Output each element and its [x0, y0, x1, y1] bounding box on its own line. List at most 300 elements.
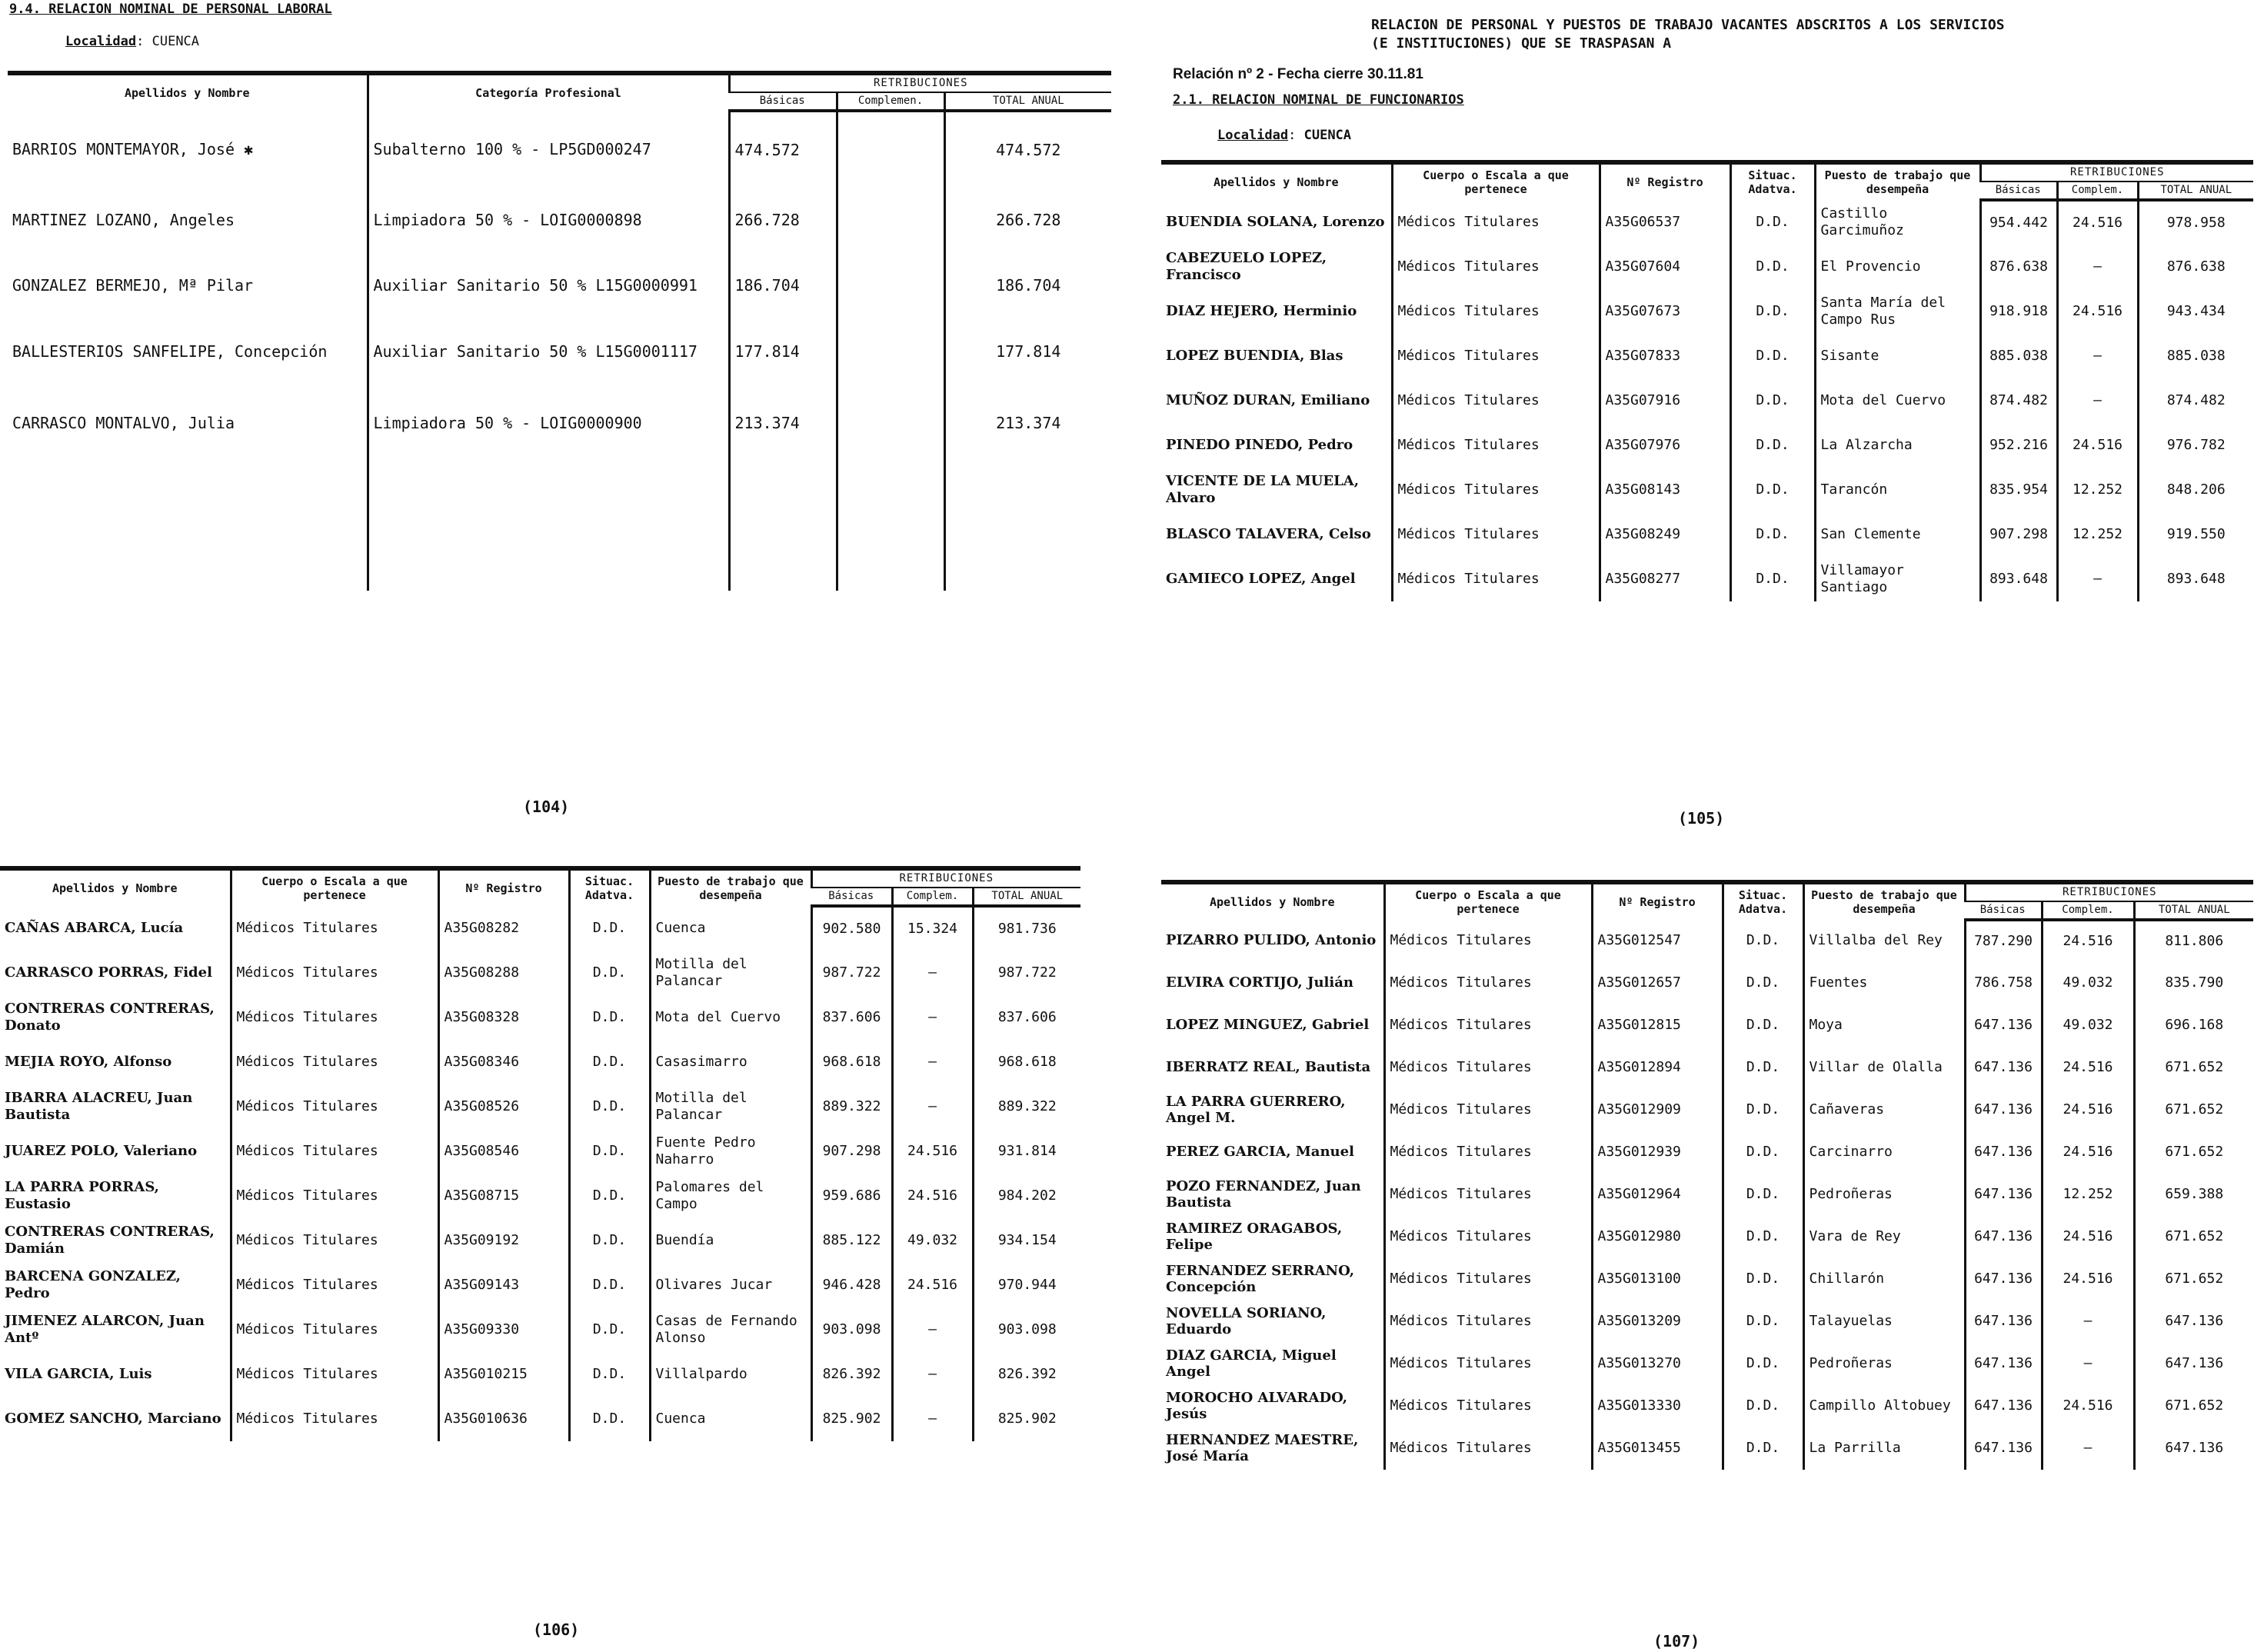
table-row [1161, 1131, 2253, 1174]
cell-situac: D.D. [569, 1084, 650, 1129]
cell-name: CONTRERAS CONTRERAS, Damián [5, 1224, 215, 1257]
cell-puesto: Motilla del Palancar [650, 951, 811, 995]
cell-name: BLASCO TALAVERA, Celso [1166, 525, 1371, 542]
cell-situac: D.D. [1730, 200, 1815, 245]
cell-puesto: Casasimarro [650, 1040, 811, 1084]
cell-registro: A35G06537 [1600, 200, 1730, 245]
cell-basicas: 918.918 [1980, 289, 2057, 334]
cell-puesto: La Alzarcha [1815, 423, 1980, 468]
cell-cuerpo: Médicos Titulares [1384, 1301, 1592, 1343]
cell-puesto: Pedroñeras [1803, 1174, 1965, 1216]
table-row [8, 252, 1111, 318]
cell-registro: A35G012657 [1592, 962, 1723, 1004]
cell-total: 848.206 [2138, 468, 2253, 512]
cell-basicas: 647.136 [1965, 1174, 2042, 1216]
cell-complem: — [892, 1084, 973, 1129]
header-name: Apellidos y Nombre [0, 868, 231, 906]
cell-situac: D.D. [1723, 1131, 1803, 1174]
cell-basicas: 954.442 [1980, 200, 2057, 245]
cell-complem: — [2057, 378, 2138, 423]
cell-registro: A35G08249 [1600, 512, 1730, 557]
cell-name: CARRASCO MONTALVO, Julia [12, 413, 235, 432]
cell-registro: A35G013100 [1592, 1258, 1723, 1301]
header-registro: Nº Registro [1600, 162, 1730, 200]
cell-cuerpo: Médicos Titulares [231, 1084, 438, 1129]
cell-cuerpo: Médicos Titulares [1392, 423, 1600, 468]
cell-cuerpo: Médicos Titulares [1384, 1174, 1592, 1216]
cell-complem: — [892, 1352, 973, 1397]
cell-puesto: Talayuelas [1803, 1301, 1965, 1343]
cell-complem: 24.516 [892, 1174, 973, 1218]
cell-puesto: Fuentes [1803, 962, 1965, 1004]
table-row [1161, 1385, 2253, 1427]
cell-puesto: El Provencio [1815, 245, 1980, 289]
header-basicas: Básicas [811, 888, 892, 906]
cell-basicas: 266.728 [729, 188, 837, 252]
cell-total: 931.814 [973, 1129, 1080, 1174]
empty-cell [944, 461, 1111, 591]
cell-cuerpo: Médicos Titulares [1384, 1385, 1592, 1427]
cell-complem: 49.032 [2042, 962, 2134, 1004]
cell-cuerpo: Médicos Titulares [231, 951, 438, 995]
cell-registro: A35G07833 [1600, 334, 1730, 378]
empty-cell [837, 461, 944, 591]
cell-basicas: 885.122 [811, 1218, 892, 1263]
table-row [0, 1040, 1080, 1084]
cell-cuerpo: Médicos Titulares [1392, 334, 1600, 378]
cell-total: 213.374 [944, 385, 1111, 461]
cell-complem [837, 111, 944, 188]
cell-puesto: Motilla del Palancar [650, 1084, 811, 1129]
empty-cell [8, 461, 368, 591]
cell-basicas: 213.374 [729, 385, 837, 461]
cell-situac: D.D. [569, 1263, 650, 1307]
header-basicas: Básicas [1980, 182, 2057, 200]
cell-name: LOPEZ BUENDIA, Blas [1166, 347, 1343, 364]
cell-total: 825.902 [973, 1397, 1080, 1441]
cell-registro: A35G09330 [438, 1307, 569, 1352]
cell-basicas: 647.136 [1965, 1216, 2042, 1258]
cell-name: JIMENEZ ALARCON, Juan Antº [5, 1313, 205, 1346]
cell-situac: D.D. [1723, 1089, 1803, 1131]
cell-total: 474.572 [944, 111, 1111, 188]
cell-complem: 24.516 [2042, 1258, 2134, 1301]
header-situac: Situac. Adatva. [1723, 882, 1803, 920]
cell-complem: — [2042, 1427, 2134, 1470]
cell-basicas: 647.136 [1965, 1047, 2042, 1089]
table-row [1161, 289, 2253, 334]
cell-total: 811.806 [2134, 920, 2253, 962]
table-row [0, 1397, 1080, 1441]
header-name: Apellidos y Nombre [1161, 162, 1392, 200]
cell-complem: — [2042, 1343, 2134, 1385]
cell-name: MEJIA ROYO, Alfonso [5, 1053, 172, 1070]
cell-situac: D.D. [1723, 920, 1803, 962]
cell-total: 826.392 [973, 1352, 1080, 1397]
cell-registro: A35G08288 [438, 951, 569, 995]
cell-basicas: 959.686 [811, 1174, 892, 1218]
cell-complem [837, 385, 944, 461]
cell-basicas: 946.428 [811, 1263, 892, 1307]
cell-complem: — [2042, 1301, 2134, 1343]
cell-complem: 49.032 [2042, 1004, 2134, 1047]
cell-total: 885.038 [2138, 334, 2253, 378]
cell-cuerpo: Médicos Titulares [1384, 962, 1592, 1004]
cell-complem: — [892, 1397, 973, 1441]
table-row [8, 188, 1111, 252]
cell-cuerpo: Médicos Titulares [231, 1263, 438, 1307]
localidad-line: Localidad: CUENCA [65, 34, 200, 49]
cell-situac: D.D. [1723, 1216, 1803, 1258]
cell-total: 893.648 [2138, 557, 2253, 601]
cell-name: LA PARRA PORRAS, Eustasio [5, 1179, 159, 1212]
cell-name: VICENTE DE LA MUELA, Alvaro [1166, 473, 1359, 506]
table-row [0, 951, 1080, 995]
table-row [1161, 245, 2253, 289]
cell-name: CAÑAS ABARCA, Lucía [5, 919, 184, 936]
cell-basicas: 837.606 [811, 995, 892, 1040]
cell-name: LA PARRA GUERRERO, Angel M. [1166, 1093, 1346, 1127]
table-row [0, 1352, 1080, 1397]
header-total: TOTAL ANUAL [973, 888, 1080, 906]
cell-registro: A35G012894 [1592, 1047, 1723, 1089]
cell-total: 903.098 [973, 1307, 1080, 1352]
header-row [0, 868, 1080, 888]
cell-puesto: Castillo Garcimuñoz [1815, 200, 1980, 245]
cell-basicas: 647.136 [1965, 1089, 2042, 1131]
cell-puesto: San Clemente [1815, 512, 1980, 557]
table-row [0, 1218, 1080, 1263]
header-registro: Nº Registro [438, 868, 569, 906]
cell-name: MOROCHO ALVARADO, Jesús [1166, 1389, 1347, 1423]
cell-basicas: 893.648 [1980, 557, 2057, 601]
cell-total: 671.652 [2134, 1131, 2253, 1174]
cell-situac: D.D. [569, 1040, 650, 1084]
cell-situac: D.D. [1730, 245, 1815, 289]
cell-basicas: 647.136 [1965, 1301, 2042, 1343]
cell-basicas: 987.722 [811, 951, 892, 995]
localidad-label: Localidad [1217, 128, 1289, 143]
cell-basicas: 968.618 [811, 1040, 892, 1084]
cell-complem: — [892, 995, 973, 1040]
cell-name: IBARRA ALACREU, Juan Bautista [5, 1090, 193, 1123]
cell-complem: — [892, 1307, 973, 1352]
cell-complem: 24.516 [2057, 289, 2138, 334]
cell-total: 659.388 [2134, 1174, 2253, 1216]
cell-basicas: 647.136 [1965, 1385, 2042, 1427]
cell-puesto: Cuenca [650, 1397, 811, 1441]
cell-category: Limpiadora 50 % - LOIG0000898 [368, 188, 729, 252]
cell-registro: A35G013330 [1592, 1385, 1723, 1427]
cell-puesto: Cañaveras [1803, 1089, 1965, 1131]
cell-situac: D.D. [1723, 1174, 1803, 1216]
cell-basicas: 907.298 [1980, 512, 2057, 557]
table-row [1161, 1047, 2253, 1089]
cell-name: FERNANDEZ SERRANO, Concepción [1166, 1262, 1355, 1296]
cell-registro: A35G013209 [1592, 1301, 1723, 1343]
table-row [8, 318, 1111, 385]
cell-name: GAMIECO LOPEZ, Angel [1166, 570, 1356, 587]
cell-cuerpo: Médicos Titulares [1392, 245, 1600, 289]
cell-category: Auxiliar Sanitario 50 % L15G0001117 [368, 318, 729, 385]
cell-puesto: Mota del Cuervo [1815, 378, 1980, 423]
cell-cuerpo: Médicos Titulares [231, 1040, 438, 1084]
table-row [0, 1307, 1080, 1352]
cell-registro: A35G07673 [1600, 289, 1730, 334]
cell-complem: 15.324 [892, 906, 973, 951]
header-situac: Situac. Adatva. [1730, 162, 1815, 200]
cell-name: POZO FERNANDEZ, Juan Bautista [1166, 1177, 1361, 1211]
cell-registro: A35G09143 [438, 1263, 569, 1307]
page-number: (107) [1653, 1632, 1700, 1650]
header-complem: Complem. [2042, 901, 2134, 920]
cell-cuerpo: Médicos Titulares [1392, 289, 1600, 334]
section-heading: 2.1. RELACION NOMINAL DE FUNCIONARIOS [1173, 92, 1464, 108]
header-cuerpo: Cuerpo o Escala a que pertenece [1384, 882, 1592, 920]
cell-cuerpo: Médicos Titulares [231, 1307, 438, 1352]
cell-puesto: Sisante [1815, 334, 1980, 378]
section-heading: 9.4. RELACION NOMINAL DE PERSONAL LABORAL [9, 2, 332, 17]
cell-registro: A35G07604 [1600, 245, 1730, 289]
cell-complem: — [2057, 245, 2138, 289]
cell-total: 889.322 [973, 1084, 1080, 1129]
cell-puesto: Vara de Rey [1803, 1216, 1965, 1258]
cell-total: 976.782 [2138, 423, 2253, 468]
cell-basicas: 826.392 [811, 1352, 892, 1397]
cell-situac: D.D. [569, 1352, 650, 1397]
cell-registro: A35G013455 [1592, 1427, 1723, 1470]
cell-complem [837, 252, 944, 318]
header-registro: Nº Registro [1592, 882, 1723, 920]
cell-complem: 12.252 [2042, 1174, 2134, 1216]
filler-row [8, 461, 1111, 591]
localidad-value: CUENCA [151, 34, 200, 49]
cell-cuerpo: Médicos Titulares [1384, 1004, 1592, 1047]
cell-basicas: 787.290 [1965, 920, 2042, 962]
cell-total: 943.434 [2138, 289, 2253, 334]
cell-name: CARRASCO PORRAS, Fidel [5, 964, 212, 981]
cell-total: 671.652 [2134, 1089, 2253, 1131]
table-row [1161, 1301, 2253, 1343]
cell-name: HERNANDEZ MAESTRE, José María [1166, 1431, 1359, 1465]
header-row [1161, 162, 2253, 182]
cell-registro: A35G013270 [1592, 1343, 1723, 1385]
cell-puesto: Campillo Altobuey [1803, 1385, 1965, 1427]
header-cuerpo: Cuerpo o Escala a que pertenece [1392, 162, 1600, 200]
cell-name: BARRIOS MONTEMAYOR, José ✱ [12, 139, 254, 158]
table-row [1161, 512, 2253, 557]
cell-name: LOPEZ MINGUEZ, Gabriel [1166, 1017, 1370, 1034]
cell-total: 696.168 [2134, 1004, 2253, 1047]
cell-basicas: 474.572 [729, 111, 837, 188]
cell-situac: D.D. [1723, 1385, 1803, 1427]
cell-total: 981.736 [973, 906, 1080, 951]
cell-situac: D.D. [1730, 423, 1815, 468]
cell-cuerpo: Médicos Titulares [1384, 1131, 1592, 1174]
table-row [8, 111, 1111, 188]
cell-name: JUAREZ POLO, Valeriano [5, 1142, 198, 1159]
cell-name: RAMIREZ ORAGABOS, Felipe [1166, 1220, 1343, 1254]
table-row [0, 906, 1080, 951]
cell-complem: — [892, 951, 973, 995]
cell-name: BALLESTERIOS SANFELIPE, Concepción [12, 341, 328, 361]
cell-category: Subalterno 100 % - LP5GD000247 [368, 111, 729, 188]
cell-puesto: Santa María del Campo Rus [1815, 289, 1980, 334]
cell-total: 177.814 [944, 318, 1111, 385]
cell-complem [837, 188, 944, 252]
header-complem: Complem. [2057, 182, 2138, 200]
cell-name: VILA GARCIA, Luis [5, 1365, 152, 1382]
cell-complem: 24.516 [2042, 920, 2134, 962]
table-row [8, 385, 1111, 461]
cell-situac: D.D. [1723, 1004, 1803, 1047]
cell-situac: D.D. [569, 1397, 650, 1441]
funcionarios-table-105 [1161, 160, 2253, 601]
cell-registro: A35G08526 [438, 1084, 569, 1129]
header-puesto: Puesto de trabajo que desempeña [1803, 882, 1965, 920]
cell-situac: D.D. [1723, 1301, 1803, 1343]
cell-registro: A35G07916 [1600, 378, 1730, 423]
header-name: Apellidos y Nombre [1161, 882, 1384, 920]
cell-name: DIAZ HEJERO, Herminio [1166, 302, 1357, 319]
cell-registro: A35G012964 [1592, 1174, 1723, 1216]
localidad-line: Localidad: CUENCA [1217, 128, 1352, 143]
table-row [1161, 1258, 2253, 1301]
cell-situac: D.D. [569, 1129, 650, 1174]
cell-cuerpo: Médicos Titulares [1392, 200, 1600, 245]
cell-registro: A35G08546 [438, 1129, 569, 1174]
cell-cuerpo: Médicos Titulares [1384, 1216, 1592, 1258]
cell-cuerpo: Médicos Titulares [1384, 1089, 1592, 1131]
page-number: (104) [523, 798, 570, 816]
cell-registro: A35G08715 [438, 1174, 569, 1218]
cell-name: NOVELLA SORIANO, Eduardo [1166, 1304, 1327, 1338]
cell-total: 266.728 [944, 188, 1111, 252]
cell-puesto: Villalba del Rey [1803, 920, 1965, 962]
cell-situac: D.D. [1723, 1427, 1803, 1470]
cell-situac: D.D. [1723, 1047, 1803, 1089]
cell-name: BUENDIA SOLANA, Lorenzo [1166, 213, 1385, 230]
cell-category: Auxiliar Sanitario 50 % L15G0000991 [368, 252, 729, 318]
table-row [1161, 962, 2253, 1004]
cell-situac: D.D. [1730, 512, 1815, 557]
header-basicas: Básicas [729, 92, 837, 111]
cell-puesto: Moya [1803, 1004, 1965, 1047]
table-row [1161, 1343, 2253, 1385]
table-row [1161, 1004, 2253, 1047]
cell-total: 978.958 [2138, 200, 2253, 245]
cell-complem: — [892, 1040, 973, 1084]
cell-basicas: 876.638 [1980, 245, 2057, 289]
cell-registro: A35G08143 [1600, 468, 1730, 512]
cell-situac: D.D. [1730, 557, 1815, 601]
cell-situac: D.D. [1730, 289, 1815, 334]
page-number: (106) [533, 1620, 580, 1639]
cell-name: BARCENA GONZALEZ, Pedro [5, 1268, 181, 1301]
cell-situac: D.D. [1723, 1258, 1803, 1301]
cell-total: 919.550 [2138, 512, 2253, 557]
header-complem: Complemen. [837, 92, 944, 111]
cell-cuerpo: Médicos Titulares [231, 906, 438, 951]
cell-total: 647.136 [2134, 1301, 2253, 1343]
cell-situac: D.D. [569, 906, 650, 951]
cell-registro: A35G012547 [1592, 920, 1723, 962]
cell-situac: D.D. [1730, 468, 1815, 512]
cell-puesto: Carcinarro [1803, 1131, 1965, 1174]
cell-name: ELVIRA CORTIJO, Julián [1166, 974, 1353, 991]
cell-name: GOMEZ SANCHO, Marciano [5, 1410, 221, 1427]
cell-total: 987.722 [973, 951, 1080, 995]
cell-basicas: 786.758 [1965, 962, 2042, 1004]
cell-basicas: 885.038 [1980, 334, 2057, 378]
cell-situac: D.D. [569, 951, 650, 995]
cell-puesto: La Parrilla [1803, 1427, 1965, 1470]
table-row [1161, 468, 2253, 512]
empty-cell [368, 461, 729, 591]
header-total: TOTAL ANUAL [2134, 901, 2253, 920]
table-row [1161, 378, 2253, 423]
cell-puesto: Fuente Pedro Naharro [650, 1129, 811, 1174]
cell-registro: A35G010636 [438, 1397, 569, 1441]
cell-registro: A35G08277 [1600, 557, 1730, 601]
title-line-2: (E INSTITUCIONES) QUE SE TRASPASAN A [1371, 35, 1672, 52]
cell-basicas: 647.136 [1965, 1427, 2042, 1470]
cell-registro: A35G07976 [1600, 423, 1730, 468]
header-retribuciones: RETRIBUCIONES [1980, 162, 2253, 182]
cell-name: CABEZUELO LOPEZ, Francisco [1166, 250, 1327, 283]
cell-complem: 12.252 [2057, 512, 2138, 557]
cell-registro: A35G08282 [438, 906, 569, 951]
cell-cuerpo: Médicos Titulares [231, 1352, 438, 1397]
localidad-label: Localidad [65, 34, 137, 49]
cell-total: 876.638 [2138, 245, 2253, 289]
header-total: TOTAL ANUAL [2138, 182, 2253, 200]
cell-total: 671.652 [2134, 1047, 2253, 1089]
cell-cuerpo: Médicos Titulares [231, 1174, 438, 1218]
cell-total: 671.652 [2134, 1216, 2253, 1258]
table-row [1161, 557, 2253, 601]
table-row [1161, 1427, 2253, 1470]
relacion-line: Relación nº 2 - Fecha cierre 30.11.81 [1173, 66, 1423, 82]
cell-complem: 24.516 [2042, 1089, 2134, 1131]
cell-situac: D.D. [1723, 962, 1803, 1004]
table-row [1161, 1089, 2253, 1131]
cell-complem: 12.252 [2057, 468, 2138, 512]
cell-name: MUÑOZ DURAN, Emiliano [1166, 391, 1370, 408]
cell-complem: 24.516 [2042, 1131, 2134, 1174]
cell-cuerpo: Médicos Titulares [1384, 1343, 1592, 1385]
header-basicas: Básicas [1965, 901, 2042, 920]
table-row [1161, 1216, 2253, 1258]
table-row [1161, 920, 2253, 962]
cell-name: CONTRERAS CONTRERAS, Donato [5, 1001, 215, 1034]
table-row [0, 1263, 1080, 1307]
cell-name: PEREZ GARCIA, Manuel [1166, 1144, 1354, 1161]
cell-basicas: 647.136 [1965, 1004, 2042, 1047]
cell-complem: 24.516 [2042, 1047, 2134, 1089]
cell-cuerpo: Médicos Titulares [231, 1397, 438, 1441]
table-row [0, 995, 1080, 1040]
cell-cuerpo: Médicos Titulares [1392, 378, 1600, 423]
table-row [1161, 423, 2253, 468]
cell-complem: 24.516 [2057, 423, 2138, 468]
cell-complem: — [2057, 557, 2138, 601]
header-retribuciones: RETRIBUCIONES [1965, 882, 2253, 901]
cell-complem: 24.516 [892, 1263, 973, 1307]
table-row [0, 1084, 1080, 1129]
cell-cuerpo: Médicos Titulares [231, 1218, 438, 1263]
cell-registro: A35G08346 [438, 1040, 569, 1084]
